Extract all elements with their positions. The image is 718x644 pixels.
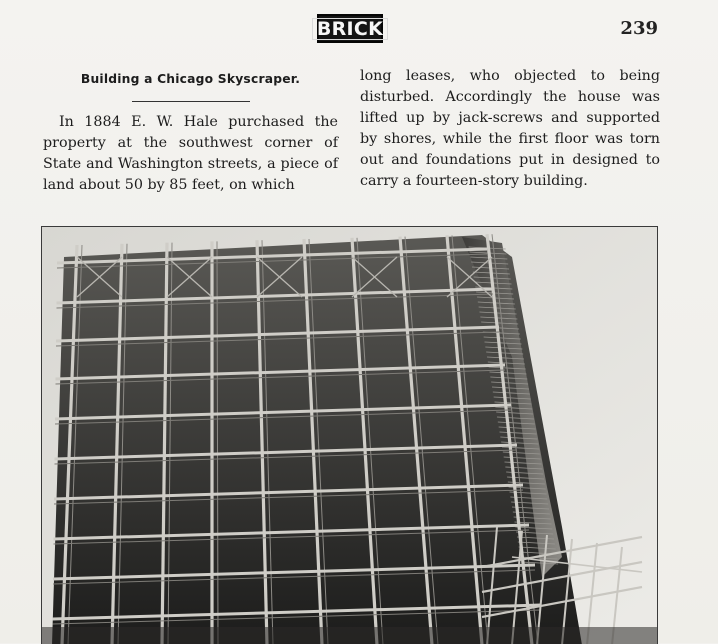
right-column-paragraph: long leases, who objected to being disturbed. Accordingly the house was lifted up by jack-screws and supported by shores, while the first floor was torn out and foundations put in designed to carry a fourteen-story building. bbox=[360, 68, 660, 189]
skyscraper-photograph bbox=[41, 226, 658, 644]
right-column bbox=[360, 66, 660, 192]
page-number: 239 bbox=[620, 18, 658, 39]
masthead-label: BRICK bbox=[312, 18, 388, 40]
steel-frame-illustration bbox=[42, 227, 657, 644]
left-column bbox=[43, 66, 338, 196]
article-title: Building a Chicago Skyscraper. bbox=[80, 72, 301, 86]
left-column-paragraph: In 1884 E. W. Hale purchased the property at the southwest corner of State and Washington streets, a piece of land about 50 by 85 feet, on which bbox=[43, 114, 338, 193]
title-divider bbox=[132, 101, 250, 102]
journal-masthead bbox=[317, 14, 383, 43]
